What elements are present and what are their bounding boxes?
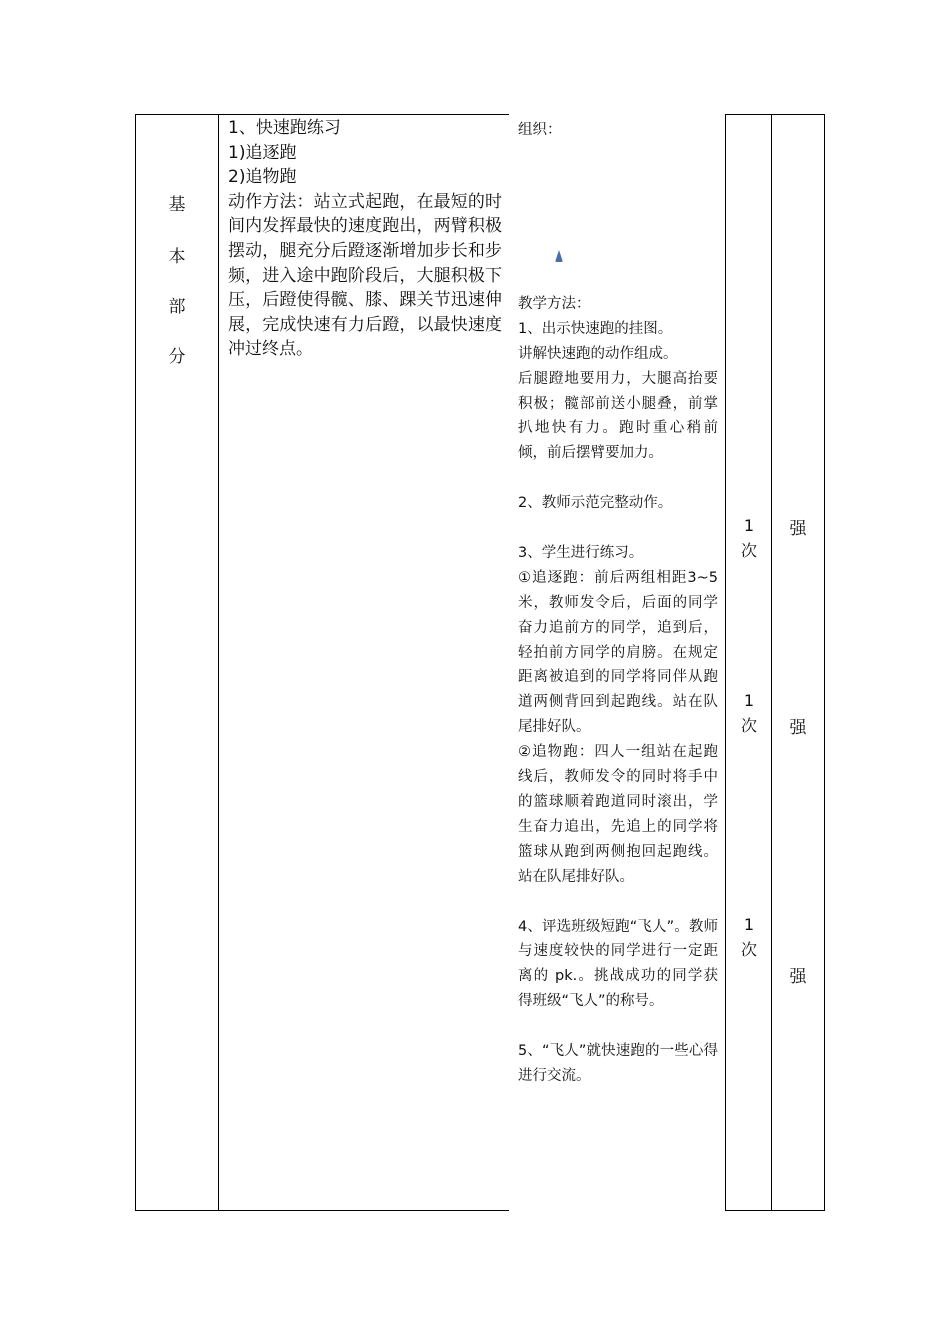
count-1	[728, 513, 770, 563]
count-2	[728, 688, 770, 738]
step3-title: 3、学生进行练习。	[518, 544, 644, 561]
step5: 5、“飞人”就快速跑的一些心得进行交流。	[518, 1043, 718, 1084]
content-cell	[228, 116, 502, 362]
part-char-2: 本	[168, 247, 186, 267]
table-bottom-border-left	[135, 1210, 509, 1211]
step1-detail: 后腿蹬地要用力，大腿高抬要积极；髋部前送小腿叠，前掌扒地快有力。跑时重心稍前倾，前后摆臂要加力。	[518, 370, 718, 462]
part-char-3: 部	[168, 297, 186, 317]
table-top-border-right	[725, 114, 825, 115]
content-line-3: 2)追物跑	[228, 167, 297, 188]
col-border-5	[771, 114, 772, 1211]
step2: 2、教师示范完整动作。	[518, 495, 673, 512]
step3-chase-run: ①追逐跑：前后两组相距3~5米，教师发令后，后面的同学奋力追前方的同学，追到后，轻拍前方同学的肩膀。在规定距离被追到的同学将同伴从跑道两侧背回到起跑线。站在队尾排好队。	[518, 569, 718, 736]
table-top-border-left	[135, 114, 509, 115]
col-border-2	[218, 114, 219, 1211]
col-border-4	[725, 114, 726, 1211]
count-3-num: 1	[743, 915, 755, 934]
count-1-unit: 次	[740, 541, 757, 560]
count-1-num: 1	[743, 516, 755, 535]
content-line-4: 动作方法：站立式起跑，在最短的时间内发挥最快的速度跑出，两臂积极摆动，腿充分后蹬逐渐增加步长和步频，进入途中跑阶段后，大腿积极下压，后蹬使得髋、膝、踝关节迅速伸展，完成快速有力后蹬，以最快速度冲过终点。	[228, 191, 502, 360]
count-3-unit: 次	[740, 940, 757, 959]
count-2-unit: 次	[740, 716, 757, 735]
part-char-1: 基	[168, 195, 186, 215]
col-border-6	[824, 114, 825, 1211]
count-3	[728, 912, 770, 962]
content-line-1: 1、快速跑练习	[228, 118, 341, 138]
intensity-2: 强	[789, 718, 807, 738]
content-line-2: 1)追逐跑	[228, 142, 297, 163]
col-border-1	[135, 114, 136, 1211]
table-bottom-border-right	[725, 1210, 825, 1211]
intensity-3: 强	[789, 967, 807, 987]
intensity-1: 强	[789, 519, 807, 539]
step4: 4、评选班级短跑“飞人”。教师与速度较快的同学进行一定距离的 pk.。挑战成功的同学获得班级“飞人”的称号。	[518, 918, 718, 1010]
step1-title: 1、出示快速跑的挂图。	[518, 320, 673, 337]
step1-explain: 讲解快速跑的动作组成。	[518, 345, 678, 362]
part-char-4: 分	[168, 347, 186, 367]
org-label: 组织：	[518, 122, 562, 138]
count-2-num: 1	[743, 691, 755, 710]
teaching-label: 教学方法：	[518, 295, 591, 312]
step3-object-run: ②追物跑：四人一组站在起跑线后，教师发令的同时将手中的篮球顺着跑道同时滚出，学生奋力追出，先追上的同学将篮球从跑到两侧抱回起跑线。站在队尾排好队。	[518, 744, 718, 885]
method-cell	[518, 118, 718, 1089]
